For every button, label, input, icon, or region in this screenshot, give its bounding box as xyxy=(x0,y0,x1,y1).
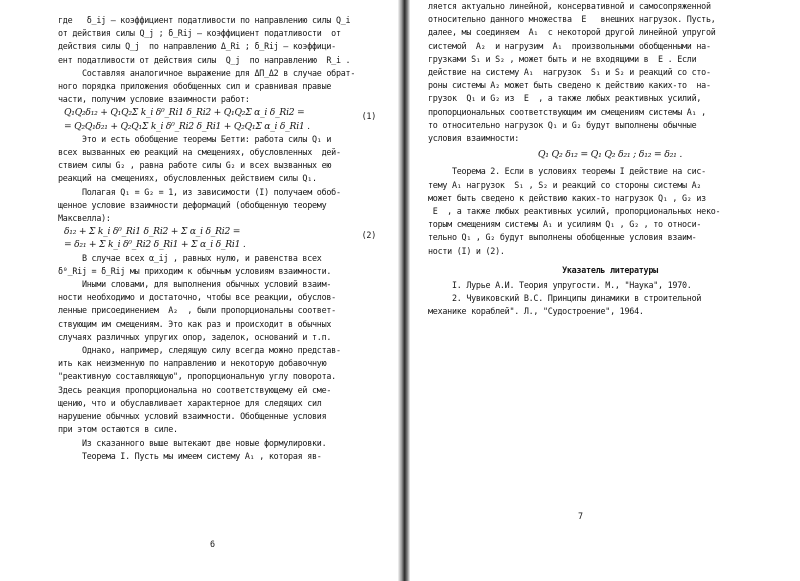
text-line: части, получим условие взаимности работ: xyxy=(58,94,250,105)
text-line: случаях различных упругих опор, заделок, оснований и т.п. xyxy=(58,331,332,342)
reference-item: I. Лурье А.И. Теория упругости. М., "Наука", 1970. xyxy=(428,280,692,291)
text-line: ляется актуально линейной, консервативной и самосопряженной xyxy=(428,1,711,11)
text-line: тельно Q₁ , G₂ будут выполнены обобщенные условия взаим- xyxy=(428,232,697,243)
equation-line: = Q₂Q₁δ₂₁ + Q₂Q₁Σ k_i δ⁰_Ri2 δ_Ri1 + Q₂Q₁Σ α_i δ_Ri1 . xyxy=(64,120,310,132)
text-line: системой A₂ и нагрузим A₁ произвольными обобщенными на- xyxy=(428,40,711,51)
text-line: нарушение обычных условий взаимности. Обобщенные условия xyxy=(58,411,327,422)
text-line: E , а также любых реактивных усилий, пропорциональных неко- xyxy=(428,206,721,217)
text-line: грузок Q₁ и G₂ из E , а также любых реактивных усилий, xyxy=(428,93,702,104)
text-line: то относительно нагрузок Q₁ и G₂ будут выполнены обычные xyxy=(428,119,697,130)
text-line: пропорциональных соответствующим им смещениям системы A₁ , xyxy=(428,106,706,117)
text-line: Иными словами, для выполнения обычных условий взаим- xyxy=(58,279,332,290)
equation-number: (2) xyxy=(361,230,376,241)
equation-line: Q₁Q₂δ₁₂ + Q₁Q₂Σ k_i δ⁰_Ri1 δ_Ri2 + Q₁Q₂Σ α_i δ_Ri2 = xyxy=(64,107,305,119)
text-line: далее, мы соединяем A₁ с некоторой другой линейной упругой xyxy=(428,27,716,38)
text-line: ствием силы G₂ , равна работе силы G₂ и всех вызванных ею xyxy=(58,160,332,171)
text-line: Максвелла): xyxy=(58,213,111,224)
text-line: ности необходимо и достаточно, чтобы все реакции, обуслов- xyxy=(58,292,336,303)
text-line: Полагая Q₁ = G₂ = 1, из зависимости (I) получаем обоб- xyxy=(58,186,341,197)
text-line: действие на систему A₁ нагрузок S₁ и S₂ и реакций со сто- xyxy=(428,67,711,78)
equation-1 xyxy=(58,106,384,132)
text-line: реакций на смещениях, обусловленных действием силы Q₁. xyxy=(58,173,317,184)
text-line: условия взаимности: xyxy=(428,133,520,144)
text-line: всех вызванных ею реакций на смещениях, обусловленных дей- xyxy=(58,147,341,158)
references-heading: Указатель литературы xyxy=(562,264,658,275)
text-line: ного порядка приложения обобщенных сил и сравнивая правые xyxy=(58,81,332,92)
text-line: Это и есть обобщение теоремы Бетти: работа силы Q₁ и xyxy=(58,133,332,144)
text-line: щению, что и обуславливает характерное для следящих сил xyxy=(58,397,322,408)
text-line: Теорема 2. Если в условиях теоремы I действие на сис- xyxy=(428,166,706,177)
text-line: Здесь реакция пропорциональна но соответствующему ей сме- xyxy=(58,384,332,395)
text-line: щенное условие взаимности деформаций (обобщенную теорему xyxy=(58,199,327,210)
page-number: 7 xyxy=(578,511,583,521)
text-line: "реактивную составляющую", пропорциональную углу поворота. xyxy=(58,371,336,382)
text-line: Составляя аналогичное выражение для ΔП_Δ2 в случае обрат- xyxy=(58,67,356,78)
left-page xyxy=(0,0,398,581)
equation-line: δ₁₂ + Σ k_i δ⁰_Ri1 δ_Ri2 + Σ α_i δ_Ri2 = xyxy=(64,226,241,238)
text-line: Однако, например, следящую силу всегда можно представ- xyxy=(58,345,341,356)
text-line: грузками S₁ и S₂ , может быть и не входящими в E . Если xyxy=(428,53,697,64)
text-line: при этом остаются в силе. xyxy=(58,424,178,435)
text-line: роны системы A₂ может быть сведено к действию каких-то на- xyxy=(428,80,711,91)
reference-item: 2. Чувиковский В.С. Принципы динамики в строительной xyxy=(428,293,702,304)
text-line: Из сказанного выше вытекают две новые формулировки. xyxy=(58,437,327,448)
text-line: В случае всех α_ij , равных нулю, и равенства всех xyxy=(58,252,322,263)
page-number: 6 xyxy=(210,539,215,549)
text-line: от действия силы Q_j ; δ_Rij – коэффициент податливости от xyxy=(58,28,341,39)
equation-line: = δ₂₁ + Σ k_i δ⁰_Ri2 δ_Ri1 + Σ α_i δ_Ri1 . xyxy=(64,239,246,251)
text-line: δ⁰_Rij = δ_Rij мы приходим к обычным условиям взаимности. xyxy=(58,265,332,276)
text-line: действия силы Q_j по направлению Δ_Ri ; δ_Rij – коэффици- xyxy=(58,41,336,52)
text-line: ствующим им смещениям. Это как раз и происходит в обычных xyxy=(58,318,332,329)
text-line: ленные присоединением A₂ , были пропорциональны соответ- xyxy=(58,305,336,316)
text-line: торым смещениям системы A₁ и усилиям Q₁ , G₂ , то относи- xyxy=(428,219,702,230)
book-gutter xyxy=(398,0,410,581)
text-line: ности (I) и (2). xyxy=(428,245,505,256)
reference-item: механике кораблей". Л., "Судостроение", 1964. xyxy=(428,306,644,317)
equation-2 xyxy=(58,225,384,251)
text-line: тему A₁ нагрузок S₁ , S₂ и реакций со стороны системы A₂ xyxy=(428,179,702,190)
text-line: где δ_ij – коэффициент податливости по направлению силы Q_i xyxy=(58,15,351,25)
equation-number: (1) xyxy=(361,111,376,122)
reciprocity-equation: Q₁ Q₂ δ₁₂ = Q₁ Q₂ δ₂₁ ; δ₁₂ = δ₂₁ . xyxy=(537,149,683,161)
text-line: может быть сведено к действию каких-то нагрузок Q₁ , G₂ из xyxy=(428,192,706,203)
right-page xyxy=(410,0,800,581)
text-line: Теорема I. Пусть мы имеем систему A₁ , которая яв- xyxy=(58,450,322,461)
text-line: относительно данного множества E внешних нагрузок. Пусть, xyxy=(428,14,716,25)
text-line: ить как неизменную по направлению и некоторую добавочную xyxy=(58,358,327,369)
text-line: ент податливости от действия силы Q_j по направлению R_i . xyxy=(58,54,351,65)
